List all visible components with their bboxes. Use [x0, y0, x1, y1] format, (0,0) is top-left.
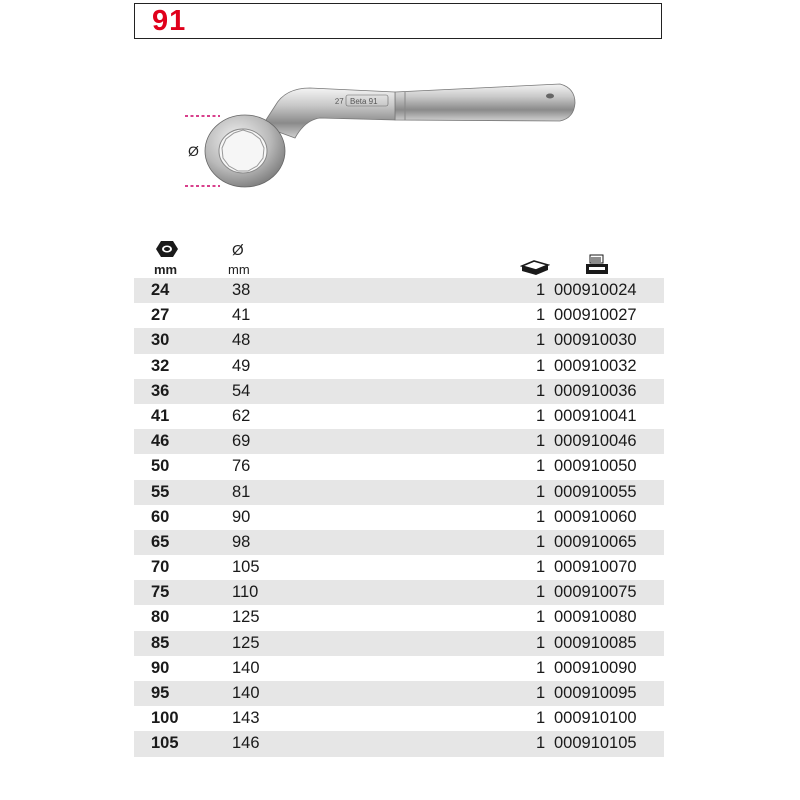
size-cell: 65 [151, 532, 170, 551]
diameter-cell: 90 [232, 507, 251, 526]
diameter-cell: 125 [232, 608, 260, 627]
table-row [134, 379, 664, 404]
diameter-cell: 125 [232, 633, 260, 652]
quantity-cell: 1 [536, 406, 546, 425]
quantity-cell: 1 [536, 608, 546, 627]
quantity-cell: 1 [536, 356, 546, 375]
article-code-cell: 000910080 [554, 608, 637, 627]
size-cell: 80 [151, 608, 170, 627]
diameter-label: Ø [188, 143, 199, 159]
diameter-cell: 140 [232, 684, 260, 702]
size-cell: 85 [151, 633, 170, 652]
article-code-cell: 000910060 [554, 507, 637, 526]
table-row [134, 731, 664, 756]
table-row [134, 354, 664, 379]
diameter-cell: 105 [232, 558, 260, 577]
diameter-cell: 48 [232, 331, 251, 350]
size-cell: 70 [151, 558, 170, 577]
article-code-cell: 000910055 [554, 482, 637, 501]
size-cell: 75 [151, 583, 170, 602]
diameter-cell: 54 [232, 381, 251, 400]
quantity-cell: 1 [536, 482, 546, 501]
package-box-icon [520, 258, 550, 276]
quantity-cell: 1 [536, 658, 546, 677]
quantity-cell: 1 [536, 281, 546, 299]
diameter-cell: 38 [232, 281, 251, 299]
quantity-cell: 1 [536, 306, 546, 325]
size-cell: 60 [151, 507, 170, 526]
diameter-cell: 49 [232, 356, 251, 375]
article-code-cell: 000910085 [554, 633, 637, 652]
diameter-cell: 140 [232, 658, 260, 677]
quantity-cell: 1 [536, 532, 546, 551]
article-code-cell: 000910075 [554, 583, 637, 602]
table-row [134, 631, 664, 656]
article-code-cell: 000910027 [554, 306, 637, 325]
article-code-cell: 000910030 [554, 331, 637, 350]
table-row [134, 328, 664, 353]
diameter-cell: 69 [232, 432, 251, 451]
diameter-cell: 41 [232, 306, 251, 325]
svg-text:Beta 91: Beta 91 [350, 97, 378, 106]
size-cell: 46 [151, 432, 170, 451]
barcode-printer-icon [585, 254, 609, 276]
article-code-cell: 000910095 [554, 684, 637, 702]
table-row [134, 454, 664, 479]
product-title-box [134, 3, 662, 39]
product-table [134, 278, 664, 757]
table-row [134, 278, 664, 303]
diameter-cell: 110 [232, 583, 259, 602]
table-row [134, 429, 664, 454]
table-row [134, 555, 664, 580]
table-row [134, 681, 664, 706]
size-cell: 36 [151, 381, 170, 400]
article-code-cell: 000910046 [554, 432, 637, 451]
article-code-cell: 000910036 [554, 381, 637, 400]
size-unit-label: mm [154, 262, 178, 277]
quantity-cell: 1 [536, 709, 546, 728]
ring-wrench-image [180, 76, 580, 201]
size-cell: 90 [151, 658, 170, 677]
article-code-cell: 000910105 [554, 734, 637, 753]
article-code-cell: 000910070 [554, 558, 637, 577]
article-code-cell: 000910041 [554, 406, 637, 425]
article-code-cell: 000910100 [554, 709, 637, 728]
table-row [134, 505, 664, 530]
quantity-cell: 1 [536, 734, 546, 753]
size-cell: 32 [151, 356, 170, 375]
quantity-cell: 1 [536, 633, 546, 652]
diameter-cell: 146 [232, 734, 260, 753]
quantity-cell: 1 [536, 558, 546, 577]
table-row [134, 580, 664, 605]
quantity-cell: 1 [536, 684, 546, 702]
article-code-cell: 000910032 [554, 356, 637, 375]
diameter-cell: 98 [232, 532, 251, 551]
article-code-cell: 000910065 [554, 532, 637, 551]
quantity-cell: 1 [536, 331, 546, 350]
size-cell: 95 [151, 684, 170, 702]
svg-text:27: 27 [334, 96, 344, 106]
size-cell: 27 [151, 306, 170, 325]
size-cell: 41 [151, 406, 170, 425]
diameter-cell: 62 [232, 406, 251, 425]
size-cell: 105 [151, 734, 179, 753]
table-row [134, 480, 664, 505]
quantity-cell: 1 [536, 583, 546, 602]
table-row [134, 303, 664, 328]
quantity-cell: 1 [536, 507, 546, 526]
diameter-cell: 81 [232, 482, 251, 501]
diameter-header: Ø [232, 242, 244, 259]
quantity-cell: 1 [536, 432, 546, 451]
size-cell: 55 [151, 482, 170, 501]
diameter-cell: 76 [232, 457, 251, 476]
quantity-cell: 1 [536, 457, 546, 476]
product-number: 91 [152, 5, 187, 37]
table-row [134, 656, 664, 681]
size-cell: 24 [151, 281, 170, 299]
table-row [134, 605, 664, 630]
table-row [134, 706, 664, 731]
article-code-cell: 000910050 [554, 457, 637, 476]
table-row [134, 530, 664, 555]
size-cell: 30 [151, 331, 170, 350]
size-cell: 100 [151, 709, 179, 728]
diameter-unit-label: mm [228, 262, 250, 277]
diameter-cell: 143 [232, 709, 260, 728]
article-code-cell: 000910024 [554, 281, 637, 299]
quantity-cell: 1 [536, 381, 546, 400]
table-row [134, 404, 664, 429]
size-cell: 50 [151, 457, 170, 476]
article-code-cell: 000910090 [554, 658, 637, 677]
hex-nut-icon [155, 240, 179, 258]
